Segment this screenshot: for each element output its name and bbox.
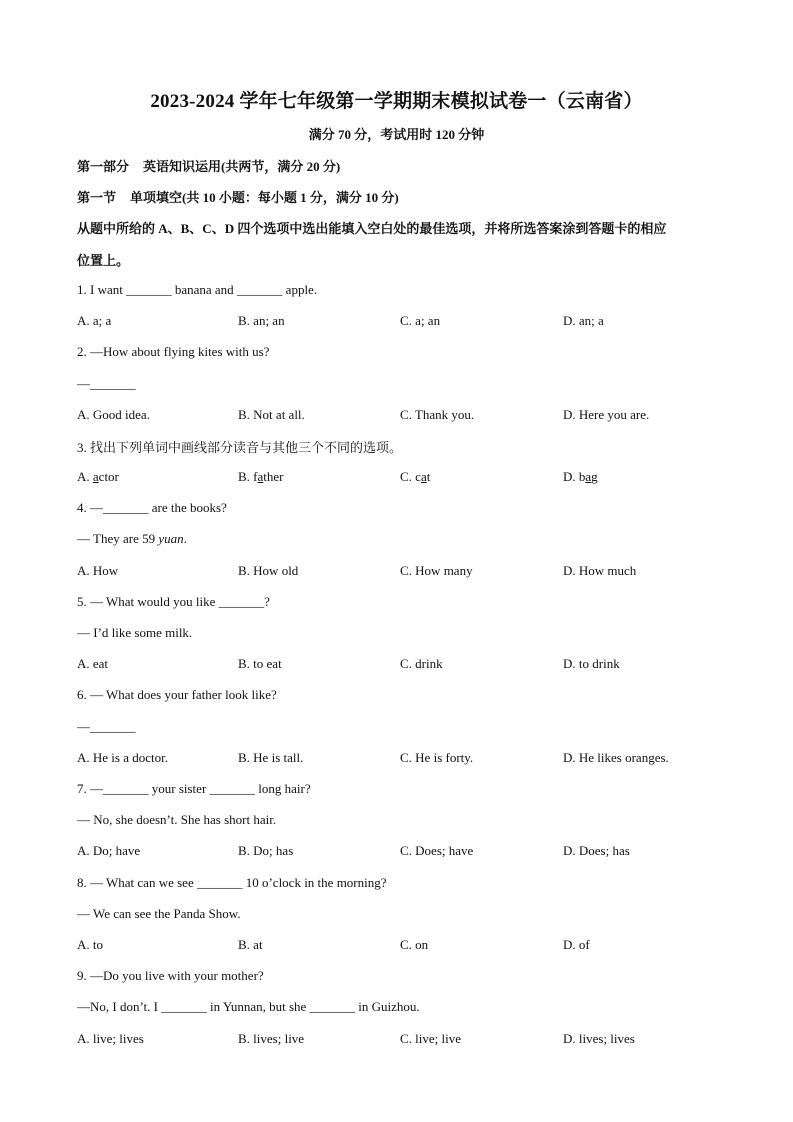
option-a[interactable]: A. to	[77, 937, 103, 952]
option-d[interactable]	[563, 469, 598, 485]
part-heading	[77, 156, 340, 175]
option-d[interactable]: D. How much	[563, 563, 637, 578]
option-b[interactable]: B. at	[238, 937, 263, 952]
option-d[interactable]: D. to drink	[563, 656, 620, 671]
question-1-stem: 1. I want _______ banana and _______ apple.	[77, 282, 318, 297]
option-b[interactable]	[238, 469, 284, 485]
question-3-stem: 3. 找出下列单词中画线部分读音与其他三个不同的选项。	[77, 440, 403, 455]
option-d[interactable]: D. He likes oranges.	[563, 750, 669, 765]
option-d[interactable]: D. lives; lives	[563, 1031, 635, 1046]
option-c[interactable]: C. live; live	[400, 1031, 462, 1046]
question-2-stem: 2. —How about flying kites with us?	[77, 344, 270, 359]
instructions-line-2: 位置上。	[77, 253, 130, 268]
underlined-letter: a	[420, 469, 427, 484]
section-label: 第一节	[77, 190, 117, 205]
question-8-stem: 8. — What can we see _______ 10 o’clock in the morning?	[77, 875, 387, 890]
word-part: c	[415, 469, 421, 484]
option-a[interactable]: A. live; lives	[77, 1031, 144, 1046]
section-title: 单项填空(共 10 小题：每小题 1 分，满分 10 分)	[130, 190, 399, 205]
option-c[interactable]: C. a; an	[400, 313, 441, 328]
option-d[interactable]: D. an; a	[563, 313, 604, 328]
word-part: ther	[263, 469, 284, 484]
question-5-stem: 5. — What would you like _______?	[77, 594, 270, 609]
exam-info: 满分 70 分，考试用时 120 分钟	[308, 127, 485, 142]
section-heading	[77, 187, 399, 206]
question-7-answer-line: — No, she doesn’t. She has short hair.	[77, 812, 277, 827]
question-8-answer-line: — We can see the Panda Show.	[77, 906, 241, 921]
option-a[interactable]: A. eat	[77, 656, 109, 671]
option-d[interactable]: D. of	[563, 937, 590, 952]
option-c[interactable]: C. on	[400, 937, 429, 952]
option-c[interactable]: C. drink	[400, 656, 443, 671]
option-b[interactable]: B. lives; live	[238, 1031, 305, 1046]
option-b[interactable]: B. Do; has	[238, 843, 294, 858]
option-a[interactable]: A. Good idea.	[77, 407, 150, 422]
option-c[interactable]	[400, 469, 430, 485]
option-b[interactable]: B. How old	[238, 563, 299, 578]
option-d[interactable]: D. Here you are.	[563, 407, 650, 422]
word-part: t	[426, 469, 431, 484]
part-title: 英语知识运用(共两节，满分 20 分)	[143, 159, 341, 174]
option-a[interactable]: A. Do; have	[77, 843, 141, 858]
option-a[interactable]: A. How	[77, 563, 119, 578]
option-prefix: A.	[77, 469, 93, 484]
option-c[interactable]: C. Thank you.	[400, 407, 475, 422]
question-5-answer-line: — I’d like some milk.	[77, 625, 193, 640]
option-b[interactable]: B. to eat	[238, 656, 282, 671]
word-part: g	[591, 469, 598, 484]
underlined-letter: a	[92, 469, 99, 484]
option-b[interactable]: B. Not at all.	[238, 407, 305, 422]
option-a[interactable]: A. He is a doctor.	[77, 750, 168, 765]
question-6-stem: 6. — What does your father look like?	[77, 687, 277, 702]
option-prefix: C.	[400, 469, 416, 484]
option-c[interactable]: C. Does; have	[400, 843, 474, 858]
option-b[interactable]: B. He is tall.	[238, 750, 304, 765]
option-a[interactable]	[77, 469, 119, 485]
option-prefix: D.	[563, 469, 579, 484]
word-part: ctor	[98, 469, 119, 484]
word-part: b	[578, 469, 586, 484]
answer-text: .	[183, 531, 187, 546]
option-b[interactable]: B. an; an	[238, 313, 285, 328]
instructions-line-1: 从题中所给的 A、B、C、D 四个选项中选出能填入空白处的最佳选项，并将所选答案涂到答题卡的相应	[77, 221, 667, 236]
italic-word: yuan	[158, 531, 184, 546]
option-c[interactable]: C. How many	[400, 563, 473, 578]
part-label: 第一部分	[77, 159, 130, 174]
underlined-letter: a	[585, 469, 592, 484]
question-6-answer-line: —_______	[77, 719, 136, 734]
word-part: f	[253, 469, 258, 484]
answer-text: — They are 59	[77, 531, 159, 546]
option-prefix: B.	[238, 469, 254, 484]
option-c[interactable]: C. He is forty.	[400, 750, 474, 765]
underlined-letter: a	[257, 469, 264, 484]
option-d[interactable]: D. Does; has	[563, 843, 630, 858]
question-4-stem: 4. —_______ are the books?	[77, 500, 227, 515]
question-7-stem: 7. —_______ your sister _______ long hair?	[77, 781, 311, 796]
question-9-answer-line: —No, I don’t. I _______ in Yunnan, but she _______ in Guizhou.	[77, 999, 420, 1014]
option-a[interactable]: A. a; a	[77, 313, 112, 328]
question-9-stem: 9. —Do you live with your mother?	[77, 968, 264, 983]
question-4-answer-line	[77, 531, 187, 547]
question-2-answer-line: —_______	[77, 376, 136, 391]
page-title: 2023-2024 学年七年级第一学期期末模拟试卷一（云南省）	[150, 91, 643, 112]
